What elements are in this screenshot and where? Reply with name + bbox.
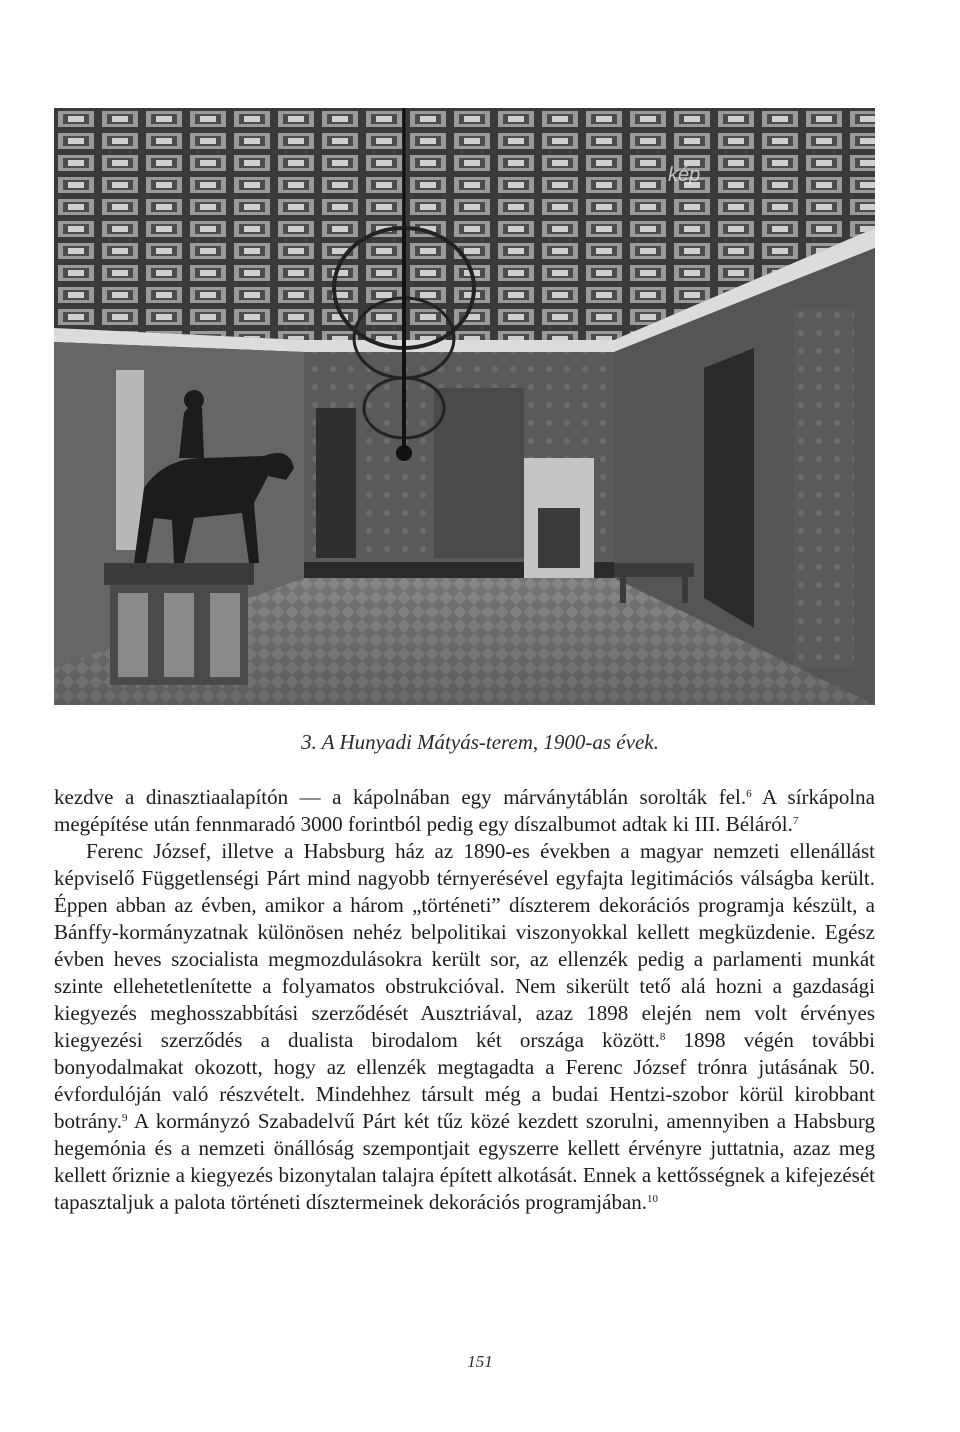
- text-run: A kormányzó Szabadelvű Párt két tűz közé kezdett szorulni, amennyiben a Habsburg hegemónia és a nemzeti önállóság szempontjait egyszerre kellett érvényre juttatnia, azaz meg kellett őriznie a kiegyezés bizonytalan talajra épített alkotását. Ennek a kettősségnek a kifejezését tapasztaljuk a palota történeti dísztermeinek dekorációs programjában.: [54, 1109, 875, 1214]
- photo-corner-text: kép: [668, 164, 701, 186]
- text-run: 1898 végén további bonyodalmakat okozott, hogy az ellenzék megtagadta a Ferenc József trónra jutásának 50. évfordulóján való részvételt. Mindehhez társult még a budai Hentzi-szobor körül kirobbant botrány.: [54, 1028, 875, 1133]
- footnote-ref[interactable]: 9: [122, 1112, 128, 1124]
- page-number: 151: [467, 1352, 493, 1371]
- figure-caption: 3. A Hunyadi Mátyás-terem, 1900-as évek.: [301, 730, 659, 754]
- text-run: kezdve a dinasztiaalapítón — a kápolnában egy márványtáblán sorolták fel.: [54, 785, 747, 809]
- footnote-ref[interactable]: 6: [746, 788, 752, 800]
- footnote-ref[interactable]: 8: [659, 1031, 666, 1043]
- hall-photograph: [54, 108, 875, 705]
- paragraph: [54, 838, 875, 1216]
- text-run: Ferenc József, illetve a Habsburg ház az 1890-es években a magyar nemzeti ellenállást képviselő Függetlenségi Párt mind nagyobb térnyerésével egyfajta legitimációs válságba került. Éppen abban az évben, amikor a három „történeti” díszterem dekorációs programja készült, a Bánffy-kormányzatnak különösen nehéz belpolitikai viszonyokkal kellett megküzdenie. Egész évben heves szocialista megmozdulásokra került sor, az ellenzék pedig a parlamenti munkát szinte ellehetetlenítette a folyamatos obstrukcióval. Nem sikerült tető alá hozni a gazdasági kiegyezés meghosszabbítási szerződését Ausztriával, azaz 1898 elején nem volt érvényes kiegyezési szerződés a dualista birodalom két országa között.: [54, 839, 875, 1052]
- footnote-ref[interactable]: 10: [647, 1193, 659, 1205]
- body-text: [54, 784, 875, 1216]
- paragraph: [54, 784, 875, 838]
- hall-photo-illustration: [54, 108, 875, 705]
- text-run: A sírkápolna megépítése után fennmaradó 3000 forintból pedig egy díszalbumot adtak ki III. Béláról.: [54, 785, 875, 836]
- footnote-ref[interactable]: 7: [792, 815, 799, 827]
